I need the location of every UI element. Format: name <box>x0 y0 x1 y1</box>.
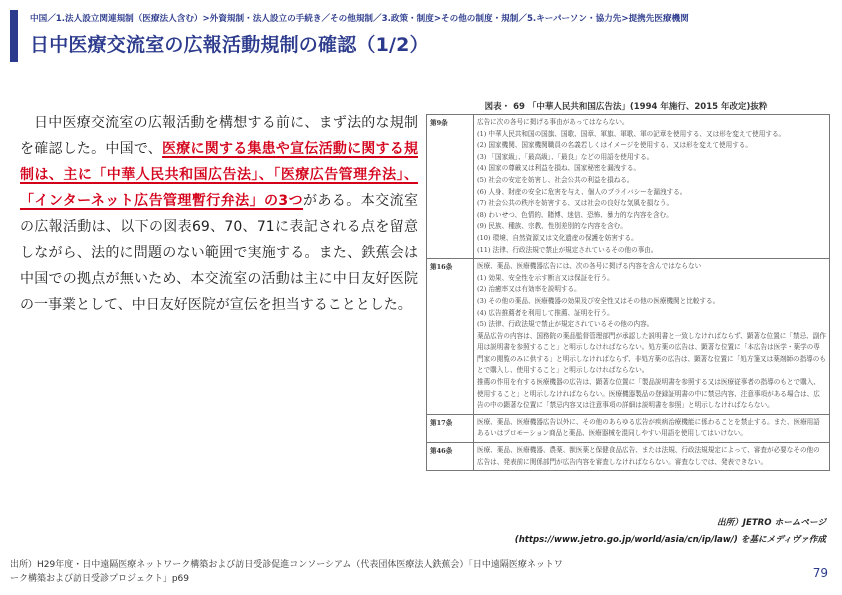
law-line: 推薦の作用を有する医療機器の広告は、顕著な位置に「製品説明書を参照する又は医療従事者の指導のもとで購入、使用すること」と明示しなければならない。医療機器製品の登録証明書の中に禁忌内容、注意事項がある場合は、広告の中の顕著な位置に「禁忌内容又は注意事項の詳細は説明書を参照」と明示しなければならない。 <box>477 378 820 410</box>
law-line: 医療、薬品、医療機器広告以外に、その他のあらゆる広告が疾病治療機能に係わることを禁止する。また、医療用語あるいはプロモーション商品と薬品、医療器械を混同しやすい用語を使用してはいけない。 <box>477 417 820 438</box>
law-row <box>427 443 830 471</box>
breadcrumb: 中国／1.法人設立関連規制（医療法人含む）>外資規制・法人設立の手続き／その他規制／3.政策・制度>その他の制度・規制／5.キーパーソン・協力先>提携先医療機関 <box>30 14 689 24</box>
law-row <box>427 115 830 259</box>
law-line: 薬品広告の内容は、国務院の薬品監督管理部門が承認した説明書と一致しなければならず、顕著な位置に「禁忌、副作用は説明書を参照すること」と明示しなければならない。処方薬の広告は、顕著な位置に「本広告は医学・薬学の専門家の閲覧のみに供する」と明示しなければならず、非処方薬の広告は、顕著な位置に「処方箋又は薬剤師の指導のもとで購入し、使用すること」と明示しなければならない。 <box>477 331 826 375</box>
body-paragraph <box>20 110 418 318</box>
law-line: (7) 社会公共の秩序を妨害する、又は社会の良好な気風を損なう。 <box>477 199 674 208</box>
page-number: 79 <box>812 566 828 580</box>
law-line: (4) 国家の尊厳又は利益を損ね、国家秘密を漏洩する。 <box>477 164 641 173</box>
law-line: (9) 民族、種族、宗教、性別差別的な内容を含む。 <box>477 222 627 231</box>
footer-source: 出所）H29年度・日中遠隔医療ネットワーク構築および訪日受診促進コンソーシアム（代表団体医療法人鉄蕉会）「日中遠隔医療ネットワーク構築および訪日受診プロジェクト」p69 <box>10 560 563 584</box>
law-row <box>427 259 830 415</box>
law-article-content <box>474 115 830 259</box>
body-text-part1: 日中医療交流室の広報活動を構想する前に、まず法的な規制を確認した。中国で、 <box>20 115 418 157</box>
title-accent-bar <box>10 10 18 62</box>
law-row <box>427 414 830 442</box>
law-line: 広告に次の各号に掲げる事由があってはならない。 <box>477 118 629 126</box>
law-line: (1) 効果、安全性を示す断言又は保証を行う。 <box>477 273 614 282</box>
law-article-number: 第16条 <box>427 259 474 415</box>
law-article-number: 第9条 <box>427 115 474 259</box>
law-line: (2) 国家機関、国家機関職員の名義若しくはイメージを使用する、又は形を変えて使用する。 <box>477 141 752 150</box>
law-line: 医療、薬品、医療機器、農薬、獣医薬と保健食品広告、または法規、行政法規規定によって、審査が必要なその他の広告は、発表前に関係部門が広告内容を審査しなければならない。審査なしでは、発表できない。 <box>477 446 820 466</box>
body-highlight: 医療に関する集患や宣伝活動に関する規制は、主に「中華人民共和国広告法」、「医療広告管理弁法」、「インターネット広告管理暫行弁法」の3つ <box>20 141 418 209</box>
figure-title: 図表・ 69 「中華人民共和国広告法」(1994 年施行、2015 年改定)抜粋 <box>484 102 768 112</box>
law-line: (11) 法律、行政法規で禁止が規定されているその他の事由。 <box>477 245 658 254</box>
law-excerpt-figure <box>420 97 832 552</box>
law-article-content <box>474 414 830 442</box>
law-line: (6) 人身、財産の安全に危害を与え、個人のプライバシーを漏洩する。 <box>477 187 687 196</box>
law-article-number: 第17条 <box>427 414 474 442</box>
law-line: 医療、薬品、医療機器広告には、次の各号に掲げる内容を含んではならない <box>477 262 702 271</box>
law-line: (4) 広告推薦者を利用して推薦、証明を行う。 <box>477 308 614 317</box>
law-line: (3) その他の薬品、医療機器の効果及び安全性又はその他の医療機関と比較する。 <box>477 296 720 305</box>
body-text-part2: がある。本交流室の広報活動は、以下の図表69、70、71に表記される点を留意しながら、法的に問題のない範囲で実施する。また、鉄蕉会は中国での拠点が無いため、本交流室の活動は主に中日友好医院の一事業として、中日友好医院が宣伝を担当することとした。 <box>20 193 419 313</box>
law-line: (5) 社会の安定を妨害し、社会公共の利益を損ねる。 <box>477 175 634 184</box>
law-line: (2) 治癒率又は有効率を説明する。 <box>477 285 581 294</box>
law-article-content <box>474 259 830 415</box>
figure-source-line2: (https://www.jetro.go.jp/world/asia/cn/ip/law/) を基にメディヴァ作成 <box>514 535 826 545</box>
figure-source-line1: 出所）JETRO ホームページ <box>716 518 826 528</box>
law-line: (8) わいせつ、色情的、賭博、迷信、恐怖、暴力的な内容を含む。 <box>477 210 673 219</box>
law-excerpt-table <box>426 114 830 471</box>
law-line: (3) 「国家級」、「最高級」、「最良」などの用語を使用する。 <box>477 152 654 161</box>
law-line: (5) 法律、行政法規で禁止が規定されているその他の内容。 <box>477 320 654 329</box>
law-article-number: 第46条 <box>427 443 474 471</box>
page-title: 日中医療交流室の広報活動規制の確認（1/2） <box>30 34 429 56</box>
law-line: (1) 中華人民共和国の国旗、国歌、国章、軍旗、軍歌、軍の記章を使用する、又は形を変えて使用する。 <box>477 129 786 138</box>
law-article-content <box>474 443 830 471</box>
law-line: (10) 環境、自然資源又は文化遺産の保護を妨害する。 <box>477 233 638 242</box>
